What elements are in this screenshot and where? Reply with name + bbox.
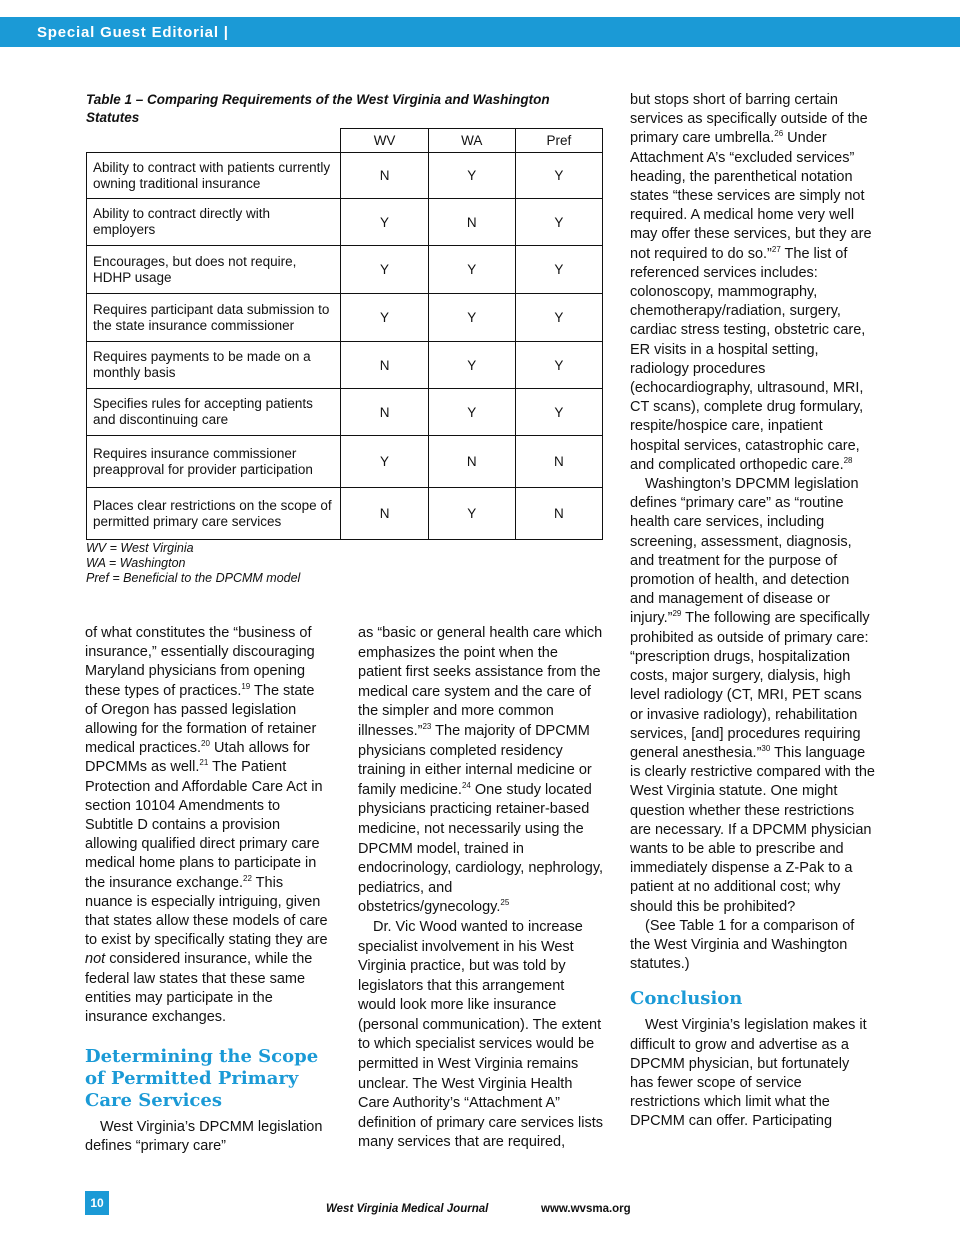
row-label: Requires payments to be made on a monthly basis bbox=[87, 342, 341, 389]
cell-pref: N bbox=[515, 436, 602, 488]
column-header-wv: WV bbox=[341, 129, 428, 153]
row-label: Encourages, but does not require, HDHP usage bbox=[87, 246, 341, 294]
paragraph: West Virginia’s legislation makes it difficult to grow and advertise as a DPCMM physician, but fortunately has fewer scope of service restrictions which limit what the DPCMM can offer. Participating bbox=[630, 1017, 867, 1130]
paragraph: West Virginia’s DPCMM legislation defines “primary care” bbox=[85, 1119, 323, 1155]
table-legend bbox=[86, 541, 300, 586]
page-number: 10 bbox=[85, 1191, 109, 1215]
cell-pref: Y bbox=[515, 342, 602, 389]
emphasis: not bbox=[85, 951, 106, 968]
cell-pref: Y bbox=[515, 294, 602, 342]
footnote-ref: 28 bbox=[843, 456, 853, 466]
cell-wv: Y bbox=[341, 246, 428, 294]
paragraph: (See Table 1 for a comparison of the West Virginia and Washington statutes.) bbox=[630, 917, 855, 973]
cell-wv: Y bbox=[341, 199, 428, 246]
cell-pref: Y bbox=[515, 199, 602, 246]
paragraph: Dr. Vic Wood wanted to increase specialist involvement in his West Virginia practice, but was told by legislators that this arrangement would look more like insurance (personal communication). The extent to which specialist services would be permitted in West Virginia remains unclear. The West Virginia Health Care Authority’s “Attachment A” definition of primary care services lists many services that are required, bbox=[358, 918, 603, 1151]
text-column-1 bbox=[85, 624, 330, 1157]
table-caption: Table 1 – Comparing Requirements of the West Virginia and Washington Statutes bbox=[86, 92, 550, 125]
row-label: Ability to contract with patients currently owning traditional insurance bbox=[87, 153, 341, 199]
footnote-ref: 29 bbox=[672, 609, 682, 619]
row-label: Places clear restrictions on the scope of permitted primary care services bbox=[87, 488, 341, 540]
footnote-ref: 30 bbox=[761, 744, 771, 754]
cell-wa: Y bbox=[428, 389, 515, 436]
table-row bbox=[87, 342, 603, 389]
cell-wv: N bbox=[341, 389, 428, 436]
table-row bbox=[87, 488, 603, 540]
row-label: Specifies rules for accepting patients and discontinuing care bbox=[87, 389, 341, 436]
legend-item: WA = Washington bbox=[86, 556, 186, 570]
cell-wv: N bbox=[341, 342, 428, 389]
column-header-wa: WA bbox=[428, 129, 515, 153]
cell-wa: N bbox=[428, 199, 515, 246]
row-label: Ability to contract directly with employers bbox=[87, 199, 341, 246]
table-row bbox=[87, 246, 603, 294]
table-row bbox=[87, 389, 603, 436]
legend-item: Pref = Beneficial to the DPCMM model bbox=[86, 571, 301, 585]
cell-wv: Y bbox=[341, 436, 428, 488]
header-bar bbox=[0, 17, 960, 47]
footnote-ref: 23 bbox=[422, 722, 432, 732]
table-row bbox=[87, 199, 603, 246]
cell-wa: N bbox=[428, 436, 515, 488]
journal-name: West Virginia Medical Journal bbox=[326, 1203, 489, 1215]
cell-wa: Y bbox=[428, 294, 515, 342]
row-label: Requires participant data submission to the state insurance commissioner bbox=[87, 294, 341, 342]
paragraph: Washington’s DPCMM legislation defines “primary care” as “routine health care services, including screening, assessment, diagnosis, and treatment for the purpose of promotion of health, and detection and management of disease or injury.”$^{29}$ The following are specifically prohibited as outside of primary care: “prescription drugs, hospitalization costs, major surgery, dialysis, high level radiology (CT, MRI, PET scans or invasive radiology), rehabilitation services, [and] procedures requiring general anesthesia.”$^{30}$ This language is clearly restrictive compared with the West Virginia statute. One might question whether these restrictions are necessary. If a DPCMM physician wants to be able to prescribe and immediately dispense a Z-Pak to a patient at no additional cost; why should this be prohibited? bbox=[630, 476, 875, 915]
column-header-pref: Pref bbox=[515, 129, 602, 153]
paragraph: as “basic or general health care which emphasizes the point when the patient first seeks assistance from the medical care system and the care of the simpler and more common illnesses.”$^{23}$ The majority of DPCMM physicians completed residency training in either internal medicine or family medicine.$^{24}$ One study located physicians practicing retainer-based medicine, not necessarily using the DPCMM model, trained in endocrinology, cardiology, nephrology, pediatrics, and obstetrics/gynecology.$^{25}$ bbox=[358, 625, 604, 916]
paragraph: but stops short of barring certain services as specifically outside of the primary care umbrella.$^{26}$ Under Attachment A’s “excluded services” heading, the parenthetical notation states “these services are simply not required. A medical home very well may offer these services, but they are not required to do so.”$^{27}$ The list of referenced services includes: colonoscopy, mammography, chemotherapy/radiation, surgery, cardiac stress testing, obstetric care, ER visits in a hospital setting, radiology procedures (echocardiography, ultrasound, MRI, CT scans), complete drug formulary, respite/hospice care, inpatient hospital services, catastrophic care, and complicated orthopedic care.$^{28}$ bbox=[630, 92, 872, 473]
footnote-ref: 19 bbox=[241, 681, 251, 691]
comparison-table bbox=[86, 128, 603, 540]
footnote-ref: 21 bbox=[199, 758, 209, 768]
paragraph: of what constitutes the “business of insurance,” essentially discouraging Maryland physicians from opening these types of practices.$^{19}$ The state of Oregon has passed legislation allowing for the formation of retainer medical practices.$^{20}$ Utah allows for DPCMMs as well.$^{21}$ The Patient Protection and Affordable Care Act in section 10104 Amendments to Subtitle D contains a provision allowing qualified direct primary care medical home plans to participate in the insurance exchange.$^{22}$ This nuance is especially intriguing, given that states allow these models of care to exist by specifically stating they are not considered insurance, while the federal law states that these same entities may participate in the insurance exchanges. bbox=[85, 625, 328, 1026]
section-heading: Conclusion bbox=[630, 988, 743, 1010]
website-url: www.wvsma.org bbox=[541, 1203, 631, 1215]
header-blank-cell bbox=[87, 129, 341, 153]
footnote-ref: 26 bbox=[774, 129, 784, 139]
cell-wv: Y bbox=[341, 294, 428, 342]
footnote-ref: 22 bbox=[243, 873, 252, 883]
text-column-3 bbox=[630, 91, 875, 1132]
row-label: Requires insurance commissioner preapproval for provider participation bbox=[87, 436, 341, 488]
cell-pref: Y bbox=[515, 389, 602, 436]
section-title: Special Guest Editorial | bbox=[37, 24, 229, 41]
section-heading: Determining the Scope of Permitted Primary Care Services bbox=[85, 1046, 319, 1112]
cell-pref: Y bbox=[515, 153, 602, 199]
table-row bbox=[87, 294, 603, 342]
cell-wa: Y bbox=[428, 153, 515, 199]
cell-wa: Y bbox=[428, 246, 515, 294]
cell-wa: Y bbox=[428, 342, 515, 389]
cell-pref: Y bbox=[515, 246, 602, 294]
cell-wv: N bbox=[341, 488, 428, 540]
table-header-row bbox=[87, 129, 603, 153]
footnote-ref: 20 bbox=[201, 739, 210, 749]
footnote-ref: 25 bbox=[500, 898, 510, 908]
cell-wv: N bbox=[341, 153, 428, 199]
footnote-ref: 27 bbox=[771, 244, 781, 254]
cell-wa: Y bbox=[428, 488, 515, 540]
footnote-ref: 24 bbox=[461, 780, 471, 790]
legend-item: WV = West Virginia bbox=[86, 541, 194, 555]
table-row bbox=[87, 153, 603, 199]
cell-pref: N bbox=[515, 488, 602, 540]
table-row bbox=[87, 436, 603, 488]
text-column-2 bbox=[358, 624, 604, 1153]
